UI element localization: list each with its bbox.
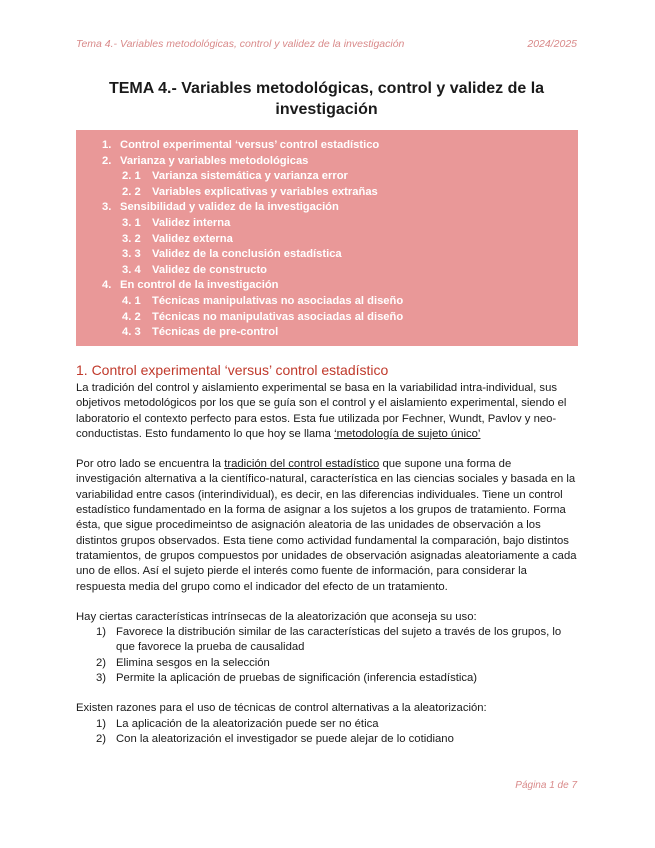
page-header xyxy=(76,38,577,50)
list-number: 1) xyxy=(96,717,107,730)
toc-label: En control de la investigación xyxy=(120,279,279,292)
toc-number: 3. 4 xyxy=(122,263,141,276)
toc-subitem xyxy=(76,185,578,201)
toc-subitem xyxy=(76,310,578,326)
numbered-list xyxy=(76,625,579,686)
toc-subitem xyxy=(76,325,578,341)
toc-item xyxy=(76,200,578,216)
toc-number: 3. 3 xyxy=(122,248,141,261)
numbered-list xyxy=(76,717,579,748)
page-title xyxy=(76,78,577,120)
toc-number: 3. xyxy=(102,201,112,214)
toc-label: Varianza y variables metodológicas xyxy=(120,154,309,167)
section-heading: 1. Control experimental ‘versus’ control estadístico xyxy=(76,362,389,378)
toc-subitem xyxy=(76,294,578,310)
toc-label: Variables explicativas y variables extrañas xyxy=(152,185,378,198)
toc-number: 2. xyxy=(102,154,112,167)
page-title-line1: TEMA 4.- Variables metodológicas, control y validez de la xyxy=(108,80,545,97)
list-item xyxy=(76,732,579,747)
toc-label: Técnicas no manipulativas asociadas al diseño xyxy=(152,310,404,323)
paragraph: Hay ciertas características intrínsecas de la aleatorización que aconseja su uso: xyxy=(76,610,477,623)
toc-subitem xyxy=(76,169,578,185)
toc-label: Técnicas manipulativas no asociadas al diseño xyxy=(152,294,404,307)
toc-subitem xyxy=(76,232,578,248)
toc-number: 4. 3 xyxy=(122,326,141,339)
toc-item xyxy=(76,278,578,294)
list-text: Favorece la distribución similar de las características del sujeto a través de los grupos, lo que favorece la prueba de causalidad xyxy=(116,626,562,654)
list-number: 2) xyxy=(96,732,107,745)
list-text: La aplicación de la aleatorización puede ser no ética xyxy=(116,717,379,730)
underlined-term: tradición del control estadístico xyxy=(224,458,380,471)
toc-label: Sensibilidad y validez de la investigación xyxy=(120,201,339,214)
toc-number: 1. xyxy=(102,139,112,151)
toc-item xyxy=(76,154,578,170)
page-number: Página 1 de 7 xyxy=(515,780,577,791)
paragraph-text: Por otro lado se encuentra la xyxy=(76,458,225,471)
toc-number: 3. 1 xyxy=(122,216,141,229)
toc-number: 4. xyxy=(102,279,112,292)
toc-number: 2. 2 xyxy=(122,185,141,198)
toc-subitem xyxy=(76,216,578,232)
toc-label: Validez interna xyxy=(152,216,231,229)
toc-label: Control experimental ‘versus’ control estadístico xyxy=(120,139,380,151)
toc-number: 2. 1 xyxy=(122,170,141,183)
list-text: Con la aleatorización el investigador se puede alejar de lo cotidiano xyxy=(116,732,454,745)
list-item xyxy=(76,656,579,671)
list-number: 2) xyxy=(96,656,107,669)
paragraph xyxy=(76,381,579,442)
toc-number: 4. 2 xyxy=(122,310,141,323)
paragraph: Existen razones para el uso de técnicas de control alternativas a la aleatorización: xyxy=(76,702,487,715)
table-of-contents xyxy=(76,130,578,346)
list-text: Elimina sesgos en la selección xyxy=(116,656,270,669)
list-item xyxy=(76,671,579,686)
toc-number: 3. 2 xyxy=(122,232,141,245)
toc-label: Validez de la conclusión estadística xyxy=(152,248,342,261)
section-body xyxy=(76,381,579,762)
list-item xyxy=(76,625,579,656)
underlined-term: ‘metodología de sujeto único’ xyxy=(334,427,481,440)
list-number: 3) xyxy=(96,672,107,685)
list-text: Permite la aplicación de pruebas de significación (inferencia estadística) xyxy=(116,672,478,685)
toc-label: Validez externa xyxy=(152,232,233,245)
toc-label: Validez de constructo xyxy=(152,263,268,276)
paragraph-text: que supone una forma de investigación alternativa a la científico-natural, característica en las ciencias sociales y basada en la variabilidad entre casos (interindividual), es decir, en las diferencias individuales. Tiene un control estadístico fundamentado en la forma de asignar a los sujetos a los grupos de tratamiento. Forma ésta, que sigue procedimeintso de asignación aleatoria de las unidades de observación a los distintos grupos observados. Esta tiene como actividad fundamental la comparación, bajo distintos tratamientos, de grupos compuestos por unidades de observación asignadas aleatoriamente a cada uno de ellos. Así el sujeto pierde el interés como fuente de información, para considerar la respuesta media del grupo como el indicador del efecto de un tratamiento. xyxy=(76,458,577,593)
page-title-line2: investigación xyxy=(275,101,378,118)
toc-label: Varianza sistemática y varianza error xyxy=(152,170,348,183)
toc-subitem xyxy=(76,263,578,279)
list-item xyxy=(76,717,579,732)
toc-item xyxy=(76,138,578,154)
paragraph-text: La tradición del control y aislamiento experimental se basa en la variabilidad intra-individual, sus objetivos metodológicos por los que se guía son el control y el aislamiento experimental, siendo el laboratorio el contexto perfecto para estos. Esta fue utilizada por Fechner, Wundt, Pavlov y neo-conductistas. Esto fundamento lo que hoy se llama xyxy=(76,382,567,440)
header-year: 2024/2025 xyxy=(527,38,577,50)
toc-subitem xyxy=(76,247,578,263)
list-number: 1) xyxy=(96,626,107,639)
toc-number: 4. 1 xyxy=(122,294,141,307)
header-title: Tema 4.- Variables metodológicas, control y validez de la investigación xyxy=(76,38,405,50)
toc-label: Técnicas de pre-control xyxy=(152,326,279,339)
paragraph xyxy=(76,457,579,595)
